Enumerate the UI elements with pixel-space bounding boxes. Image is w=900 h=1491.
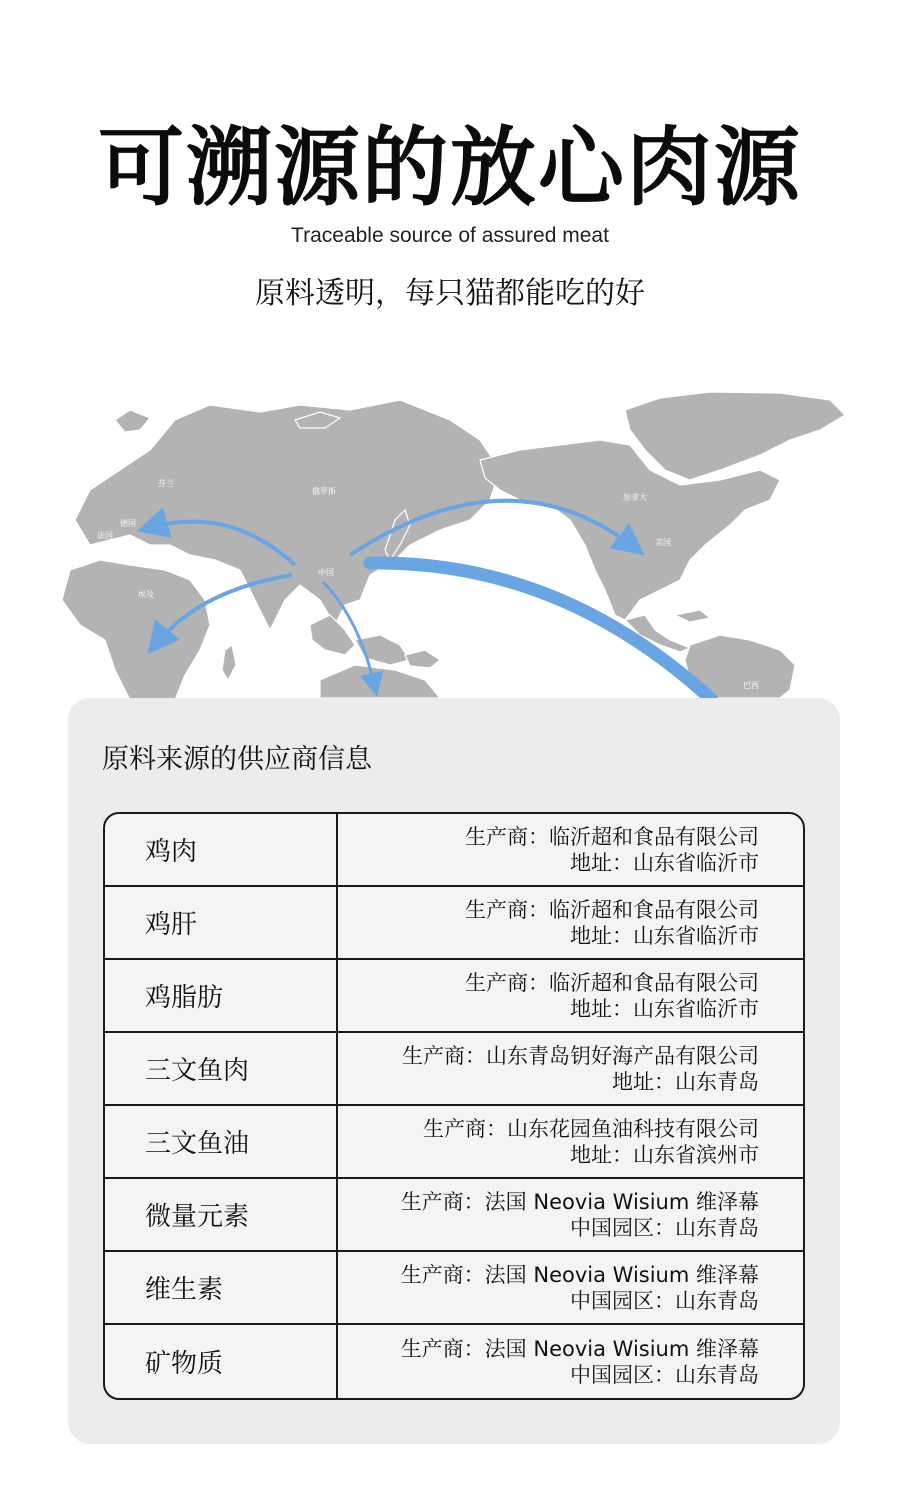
table-row: [105, 814, 803, 887]
ingredient-name: 三文鱼肉: [105, 1033, 338, 1104]
ingredient-name: 微量元素: [105, 1179, 338, 1250]
supplier-info: [338, 1106, 803, 1177]
supplier-address: 地址：山东省临沂市: [570, 850, 759, 875]
label-egypt: 埃及: [138, 590, 154, 599]
supplier-info: [338, 1252, 803, 1323]
table-row: [105, 1033, 803, 1106]
supplier-address: 中国园区：山东青岛: [570, 1362, 759, 1387]
ingredient-name: 三文鱼油: [105, 1106, 338, 1177]
table-row: [105, 1106, 803, 1179]
label-brazil: 巴西: [743, 681, 759, 690]
ingredient-name: 鸡肉: [105, 814, 338, 885]
world-map: [0, 380, 900, 710]
label-canada: 加拿大: [623, 493, 647, 502]
table-row: [105, 1252, 803, 1325]
supplier-manufacturer: 生产商：山东花园鱼油科技有限公司: [423, 1116, 759, 1141]
table-row: [105, 1325, 803, 1398]
ingredient-name: 鸡肝: [105, 887, 338, 958]
english-subtitle: Traceable source of assured meat: [291, 224, 609, 247]
supplier-info: [338, 1325, 803, 1398]
supplier-info: [338, 887, 803, 958]
table-row: [105, 887, 803, 960]
supplier-manufacturer: 生产商：山东青岛钥好海产品有限公司: [402, 1043, 759, 1068]
supplier-address: 地址：山东省临沂市: [570, 996, 759, 1021]
supplier-info: [338, 960, 803, 1031]
label-usa: 美国: [655, 538, 671, 547]
supplier-manufacturer: 生产商：临沂超和食品有限公司: [465, 824, 759, 849]
supplier-address: 中国园区：山东青岛: [570, 1288, 759, 1313]
table-row: [105, 1179, 803, 1252]
label-china: 中国: [318, 568, 334, 577]
supplier-manufacturer: 生产商：法国 Neovia Wisium 维泽幕: [400, 1262, 759, 1287]
page-title: 可溯源的放心肉源: [98, 118, 802, 218]
supplier-address: 地址：山东省临沂市: [570, 923, 759, 948]
supplier-panel: [68, 698, 840, 1444]
supplier-address: 中国园区：山东青岛: [570, 1215, 759, 1240]
tagline: 原料透明，每只猫都能吃的好: [255, 276, 645, 311]
supplier-address: 地址：山东省滨州市: [570, 1142, 759, 1167]
supplier-info: [338, 1033, 803, 1104]
ingredient-name: 鸡脂肪: [105, 960, 338, 1031]
supplier-info: [338, 814, 803, 885]
supplier-manufacturer: 生产商：法国 Neovia Wisium 维泽幕: [400, 1336, 759, 1361]
supplier-address: 地址：山东青岛: [612, 1069, 759, 1094]
label-france: 法国: [97, 531, 113, 540]
label-russia: 俄罗斯: [312, 487, 336, 496]
supplier-manufacturer: 生产商：法国 Neovia Wisium 维泽幕: [400, 1189, 759, 1214]
ingredient-name: 维生素: [105, 1252, 338, 1323]
ingredient-name: 矿物质: [105, 1325, 338, 1398]
table-row: [105, 960, 803, 1033]
label-finland: 芬兰: [158, 479, 174, 488]
supplier-panel-title: 原料来源的供应商信息: [102, 744, 372, 775]
label-germany: 德国: [120, 519, 136, 528]
supplier-info: [338, 1179, 803, 1250]
supplier-table: [103, 812, 805, 1400]
landmass: [62, 392, 845, 700]
supplier-manufacturer: 生产商：临沂超和食品有限公司: [465, 970, 759, 995]
supplier-manufacturer: 生产商：临沂超和食品有限公司: [465, 897, 759, 922]
